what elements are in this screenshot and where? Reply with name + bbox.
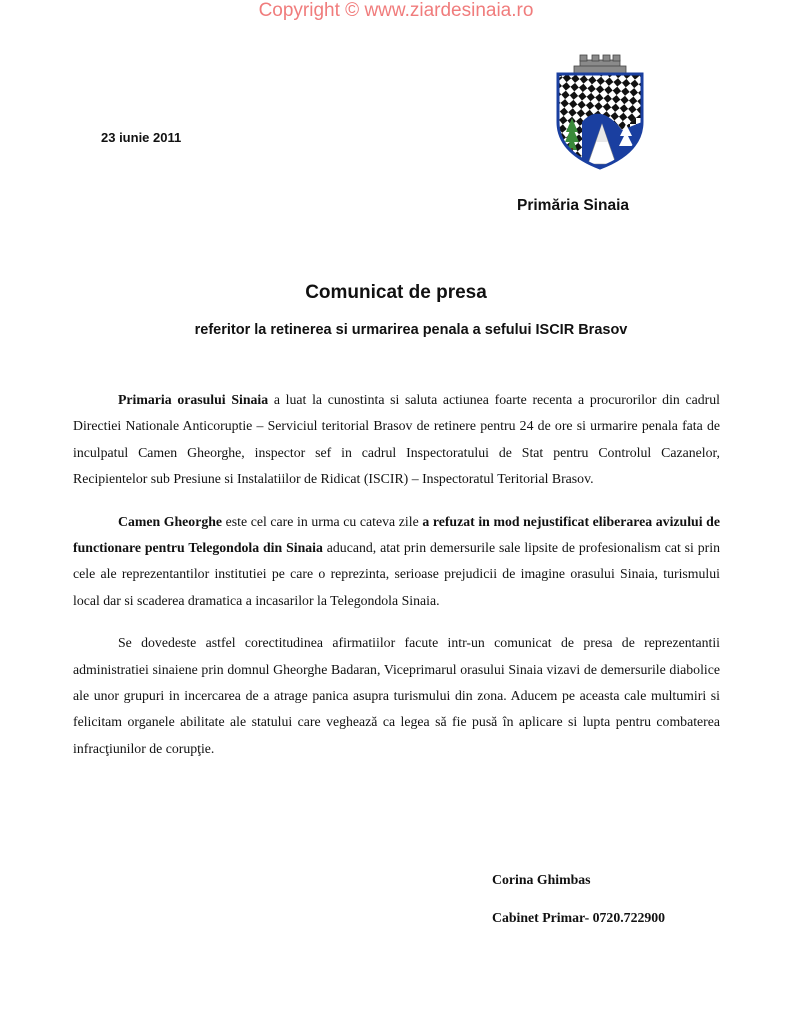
paragraph-3: Se dovedeste astfel corectitudinea afirmatiilor facute intr-un comunicat de presa de reprezentantii administratiei sinaiene prin domnul Gheorghe Badaran, Viceprimarul orasului Sinaia vizavi de demersurile diabolice ale unor grupuri in incercarea de a atrage panica asupra turismului din zona. Aducem pe aceasta cale multumiri si felicitam organele abilitate ale statului care veghează ca legea să fie pusă în aplicare si lupta pentru combaterea infracţiunilor de corupţie. <box>73 635 720 756</box>
document-subtitle: referitor la retinerea si urmarirea penala a sefului ISCIR Brasov <box>194 322 628 338</box>
issuer-organization: Primăria Sinaia <box>517 197 630 214</box>
paragraph-2-text-b: aducand, atat prin demersurile sale lipsite de profesionalism cat si prin cele ale reprezentantilor institutiei pe care o reprezinta, serioase prejudicii de imagine orasului Sinaia, turismului local dar si scaderea dramatica a incasarilor la Telegondola Sinaia. <box>73 540 720 608</box>
paragraph-2-emphasis: a refuzat in mod nejustificat eliberarea avizului de functionare pentru Telegondola din Sinaia <box>73 513 720 556</box>
press-release-body <box>73 387 720 778</box>
signature-contact: Cabinet Primar- 0720.722900 <box>492 910 666 925</box>
paragraph-1-lead: Primaria orasului Sinaia <box>118 392 269 407</box>
signature-name: Corina Ghimbas <box>492 872 591 887</box>
copyright-watermark: Copyright © www.ziardesinaia.ro <box>258 0 534 21</box>
sinaia-coat-of-arms-icon <box>552 52 648 170</box>
paragraph-2 <box>73 509 720 615</box>
paragraph-1-text: a luat la cunostinta si saluta actiunea foarte recenta a procurorilor din cadrul Directiei Nationale Anticoruptie – Serviciul teritorial Brasov de retinere pentru 24 de ore si urmarire penala fata de inculpatul Camen Gheorghe, inspector sef in cadrul Inspectoratului de Stat pentru Controlul Cazanelor, Recipientelor sub Presiune si Instalatiilor de Ridicat (ISCIR) – Inspectoratul Teritorial Brasov. <box>73 392 720 487</box>
paragraph-2-text-a: este cel care in urma cu cateva zile <box>222 513 423 529</box>
document-date: 23 iunie 2011 <box>101 130 182 145</box>
paragraph-2-lead: Camen Gheorghe <box>118 513 223 529</box>
paragraph-1 <box>73 387 720 493</box>
document-title: Comunicat de presa <box>305 282 487 303</box>
